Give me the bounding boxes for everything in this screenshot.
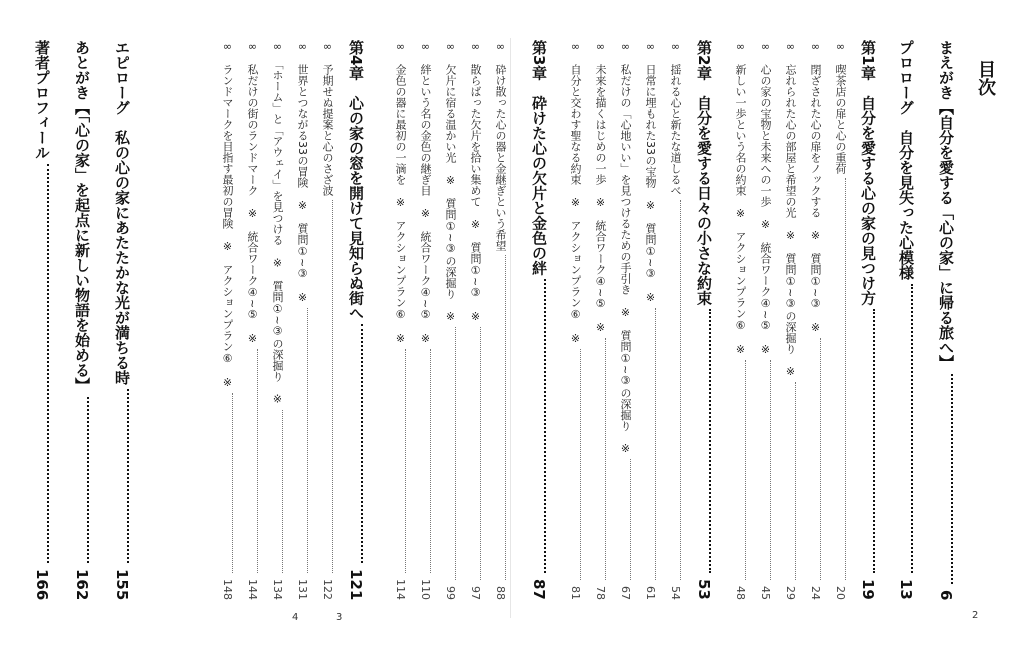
leader-dots	[505, 255, 506, 580]
toc-entry-text: プロローグ 自分を見失った心模様	[897, 40, 915, 280]
toc-entry-page: 166	[33, 568, 51, 600]
toc-entry-prologue[interactable]	[898, 40, 913, 600]
leader-dots	[630, 459, 631, 580]
page-spine	[510, 38, 511, 618]
toc-entry-section[interactable]	[760, 40, 771, 600]
toc-entry-chapter-2[interactable]	[696, 40, 711, 600]
leader-dots	[430, 349, 431, 573]
toc-entry-page: 6	[937, 589, 955, 600]
toc-entry-page: 13	[897, 579, 915, 600]
toc-entry-section[interactable]	[785, 40, 796, 600]
toc-entry-text: ∞ 日常に埋もれた33の宝物 ※ 質問①~③ ※	[644, 40, 657, 305]
toc-entry-section[interactable]	[222, 40, 233, 600]
toc-entry-text: 第3章 砕けた心の欠片と金色の絆	[530, 40, 548, 276]
toc-entry-page: 53	[695, 579, 713, 600]
toc-entry-text: ∞ 閉ざされた心の扉をノックする ※ 質問①~③ ※	[809, 40, 822, 335]
toc-entry-text: ∞ ランドマークを目指す最初の冒険 ※ アクションプラン⑥ ※	[221, 40, 234, 389]
toc-entry-page: 97	[469, 586, 482, 600]
toc-entry-profile[interactable]	[34, 40, 49, 600]
toc-entry-section[interactable]	[247, 40, 258, 600]
toc-entry-text: 第2章 自分を愛する日々の小さな約束	[695, 40, 713, 306]
toc-entry-text: ∞ 心の家の宝物と未来への一歩 ※ 統合ワーク④~⑤ ※	[759, 40, 772, 357]
leader-dots	[745, 360, 746, 580]
leader-dots	[480, 327, 481, 580]
toc-entry-section[interactable]	[420, 40, 431, 600]
toc-entry-text: ∞ 金色の器に最初の一滴を ※ アクションプラン⑥ ※	[394, 40, 407, 345]
leader-dots	[795, 382, 796, 580]
page-number-left-a: 4	[292, 612, 299, 623]
toc-entry-text: あとがき【「心の家」を起点に新しい物語を始める】	[73, 40, 91, 393]
toc-entry-chapter-4[interactable]	[348, 40, 363, 600]
toc-entry-page: 162	[73, 568, 91, 600]
page-number-left-b: 3	[336, 612, 343, 623]
leader-dots	[820, 338, 821, 580]
leader-dots	[580, 349, 581, 580]
toc-entry-page: 87	[530, 579, 548, 600]
leader-dots	[911, 284, 913, 573]
toc-entry-section[interactable]	[570, 40, 581, 600]
toc-entry-text: ∞ 予期せぬ提案と心のさざ波	[321, 40, 334, 196]
leader-dots	[873, 309, 875, 573]
toc-entry-page: 67	[619, 586, 632, 600]
toc-entry-section[interactable]	[395, 40, 406, 600]
leader-dots	[709, 309, 711, 573]
toc-entry-page: 45	[759, 586, 772, 600]
toc-entry-page: 48	[734, 586, 747, 600]
toc-entry-epilogue[interactable]	[114, 40, 129, 600]
toc-entry-section[interactable]	[445, 40, 456, 600]
toc-entry-text: ∞ 世界とつながる33の冒険 ※ 質問①~③ ※	[296, 40, 309, 305]
toc-entry-text: ∞ 新しい一歩という名の約束 ※ アクションプラン⑥ ※	[734, 40, 747, 356]
toc-entry-page: 81	[569, 586, 582, 600]
leader-dots	[282, 410, 283, 573]
leader-dots	[361, 324, 363, 562]
toc-entry-page: 54	[669, 586, 682, 600]
toc-entry-page: 61	[644, 586, 657, 600]
toc-entry-page: 144	[246, 579, 259, 600]
leader-dots	[951, 374, 953, 584]
toc-entry-section[interactable]	[810, 40, 821, 600]
leader-dots	[605, 338, 606, 580]
toc-entry-text: ∞ 砕け散った心の器と金継ぎという希望	[494, 40, 507, 251]
toc-entry-section[interactable]	[322, 40, 333, 600]
leader-dots	[655, 308, 656, 580]
toc-entry-section[interactable]	[470, 40, 481, 600]
toc-entry-page: 134	[271, 579, 284, 600]
toc-entry-text: ∞ 喫茶店の扉と心の重荷	[834, 40, 847, 174]
toc-entry-page: 148	[221, 579, 234, 600]
leader-dots	[307, 308, 308, 573]
toc-title: 目次	[975, 60, 996, 96]
toc-entry-atogaki[interactable]	[74, 40, 89, 600]
toc-entry-maegaki[interactable]	[938, 40, 953, 600]
leader-dots	[332, 200, 333, 573]
toc-entry-section[interactable]	[735, 40, 746, 600]
toc-entry-section[interactable]	[670, 40, 681, 600]
toc-entry-page: 114	[394, 579, 407, 600]
toc-entry-text: ∞ 私だけの街のランドマーク ※ 統合ワーク④~⑤ ※	[246, 40, 259, 346]
toc-entry-text: 著者プロフィール	[33, 40, 51, 160]
toc-entry-section[interactable]	[620, 40, 631, 600]
toc-entry-text: まえがき【自分を愛する「心の家」に帰る旅へ】	[937, 40, 955, 370]
toc-entry-page: 131	[296, 579, 309, 600]
toc-entry-page: 110	[419, 579, 432, 600]
toc-entry-text: ∞ 私だけの「心地いい」を見つけるための手引き ※ 質問①~③の深掘り ※	[619, 40, 632, 456]
toc-entry-page: 78	[594, 586, 607, 600]
toc-entry-text: ∞ 自分と交わす聖なる約束 ※ アクションプラン⑥ ※	[569, 40, 582, 345]
toc-entry-text: ∞ 揺れる心と新たな道しるべ	[669, 40, 682, 196]
leader-dots	[680, 200, 681, 580]
leader-dots	[544, 279, 546, 573]
toc-entry-page: 88	[494, 586, 507, 600]
leader-dots	[87, 397, 89, 563]
leader-dots	[232, 393, 233, 573]
toc-entry-chapter-1[interactable]	[860, 40, 875, 600]
toc-entry-page: 20	[834, 586, 847, 600]
toc-entry-text: ∞ 「ホーム」と「アウェイ」を見つける ※ 質問①~③の深掘り ※	[271, 40, 284, 406]
toc-entry-chapter-3[interactable]	[531, 40, 546, 600]
toc-entry-section[interactable]	[595, 40, 606, 600]
toc-entry-section[interactable]	[835, 40, 846, 600]
toc-entry-text: エピローグ 私の心の家にあたたかな光が満ちる時	[113, 40, 131, 385]
leader-dots	[455, 327, 456, 580]
toc-entry-section[interactable]	[645, 40, 656, 600]
toc-entry-section[interactable]	[297, 40, 308, 600]
toc-entry-page: 155	[113, 568, 131, 600]
leader-dots	[257, 349, 258, 573]
toc-entry-section[interactable]	[272, 40, 283, 600]
toc-entry-text: ∞ 忘れられた心の部屋と希望の光 ※ 質問①~③の深掘り ※	[784, 40, 797, 379]
toc-entry-page: 122	[321, 579, 334, 600]
toc-entry-text: 第4章 心の家の窓を開けて見知らぬ街へ	[347, 40, 365, 321]
leader-dots	[47, 164, 49, 563]
toc-entry-page: 99	[444, 586, 457, 600]
toc-entry-page: 19	[859, 579, 877, 600]
toc-entry-text: 第1章 自分を愛する心の家の見つけ方	[859, 40, 877, 306]
toc-entry-page: 29	[784, 586, 797, 600]
page-number-right: 2	[972, 610, 979, 621]
leader-dots	[405, 349, 406, 573]
toc-entry-page: 121	[347, 568, 365, 600]
toc-entry-text: ∞ 散らばった欠片を拾い集めて ※ 質問①~③ ※	[469, 40, 482, 324]
toc-entry-text: ∞ 欠片に宿る温かい光 ※ 質問①~③の深掘り ※	[444, 40, 457, 324]
leader-dots	[770, 360, 771, 580]
toc-entry-section[interactable]	[495, 40, 506, 600]
leader-dots	[127, 389, 129, 563]
toc-entry-text: ∞ 絆という名の金色の継ぎ目 ※ 統合ワーク④~⑤ ※	[419, 40, 432, 346]
leader-dots	[845, 178, 846, 580]
toc-entry-text: ∞ 未来を描くはじめの一歩 ※ 統合ワーク④~⑤ ※	[594, 40, 607, 335]
toc-entry-page: 24	[809, 586, 822, 600]
